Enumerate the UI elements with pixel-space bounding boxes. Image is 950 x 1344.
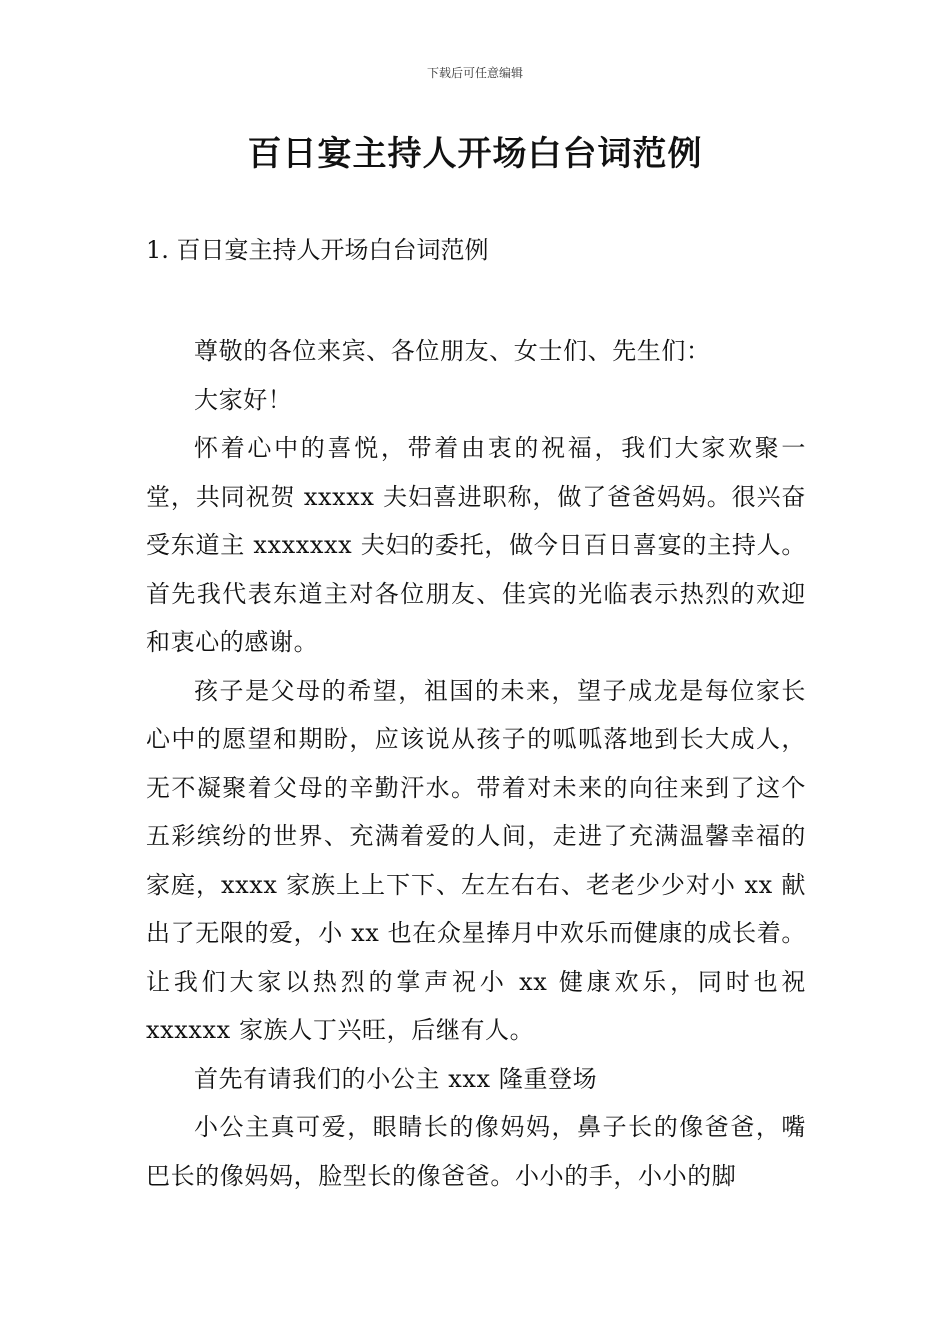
section-heading: 1. 百日宴主持人开场白台词范例	[146, 236, 489, 264]
paragraph-children-hope: 孩子是父母的希望，祖国的未来，望子成龙是每位家长心中的愿望和期盼，应该说从孩子的呱呱落地到长大成人，无不凝聚着父母的辛勤汗水。带着对未来的向往来到了这个五彩缤纷的世界、充满着爱的人间，走进了充满温馨幸福的家庭，xxxx 家族上上下下、左左右右、老老少少对小 xx 献出了无限的爱，小 xx 也在众星捧月中欢乐而健康的成长着。让我们大家以热烈的掌声祝小 xx 健康欢乐，同时也祝 xxxxxx 家族人丁兴旺，后继有人。	[146, 676, 806, 1044]
paragraph-invite-princess: 首先有请我们的小公主 xxx 隆重登场	[194, 1064, 598, 1093]
paragraph-greeting: 尊敬的各位来宾、各位朋友、女士们、先生们：	[194, 337, 711, 365]
paragraph-princess-cute: 小公主真可爱，眼睛长的像妈妈，鼻子长的像爸爸，嘴巴长的像妈妈，脸型长的像爸爸。小小的手，小小的脚	[146, 1113, 806, 1190]
document-body	[146, 327, 806, 1200]
paragraph-hello: 大家好！	[194, 385, 293, 414]
paragraph-welcome: 怀着心中的喜悦，带着由衷的祝福，我们大家欢聚一堂，共同祝贺 xxxxx 夫妇喜进职称，做了爸爸妈妈。很兴奋受东道主 xxxxxxx 夫妇的委托，做今日百日喜宴的主持人。首先我代表东道主对各位朋友、佳宾的光临表示热烈的欢迎和衷心的感谢。	[146, 434, 806, 656]
document-title: 百日宴主持人开场白台词范例	[247, 134, 703, 174]
header-note: 下载后可任意编辑	[426, 66, 523, 80]
